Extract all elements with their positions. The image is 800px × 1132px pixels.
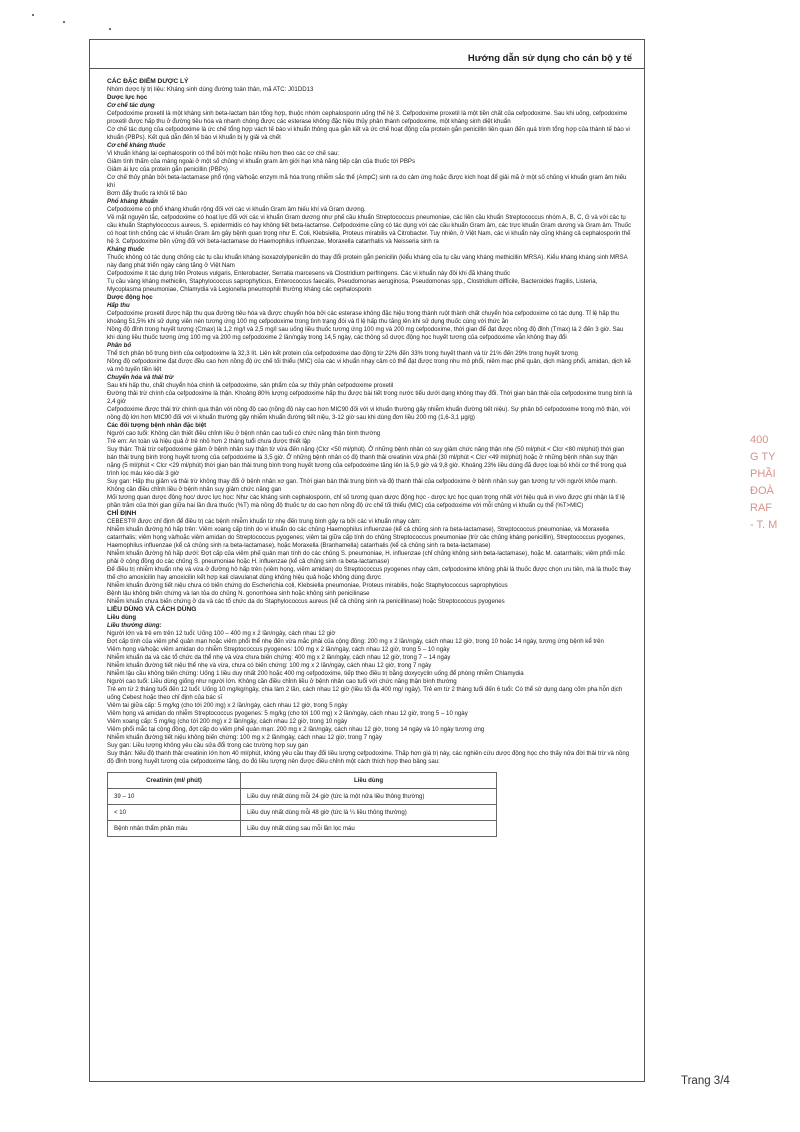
paragraph: Giảm tính thấm của màng ngoài ở một số chủng vi khuẩn gram âm giới hạn khả năng tiếp cận của thuốc tới PBPs <box>107 158 416 165</box>
paragraph: Đường thải trừ chính của cefpodoxime là thận. Khoảng 80% lượng cefpodoxime hấp thu được bài tiết trong nước tiểu dưới dạng không thay đổi. Thời gian bán thải của cefpodoxime trung bình là 2,4 giờ <box>107 390 632 405</box>
document-frame <box>89 39 645 1082</box>
subsection-heading: Liều thường dùng: <box>107 622 162 629</box>
paragraph: Nhiễm khuẩn đường hô hấp dưới: Đợt cấp của viêm phế quản mạn tính do các chủng S. pneumoniae, H. influenzae (chỉ chủng không sinh beta-lactamase), hoặc M. catarrhalis; viêm phổi mắc phải ở cộng đồng do các chủng S. pneumoniae hoặc H. influenzae (kể cả chủng sinh ra beta-lactamase) <box>107 550 625 565</box>
stamp-text: G TY <box>750 451 776 463</box>
paragraph: Tụ cầu vàng kháng methicilin, Staphylococcus saprophyticus, Enterococcus faecalis, Pseudomonas aeruginosa, Pseudomonas spp., Clostridium difficile, Bacteroides fragilis, Listeria, Mycoplasma pneumoniae, Chlamydia và Legionella pneumophili thường kháng các cephalosporin <box>107 278 598 293</box>
dosage-table <box>107 772 497 837</box>
paragraph: Người cao tuổi: Liều dùng giống như người lớn. Không cần điều chỉnh liều ở bệnh nhân cao tuổi với chức năng thận bình thường <box>107 678 457 685</box>
paragraph: Nồng độ đỉnh trong huyết tương (Cmax) là 1,2 mg/l và 2,5 mg/l sau uống liều thuốc tương ứng 100 mg và 200 mg cefpodoxime, thời gian để đạt được nồng độ đỉnh (Tmax) là 2 đến 3 giờ. Sau khi dùng liều thuốc tương ứng 100 mg và 200 mg cefpodoxime 2 lần/ngày trong 14,5 ngày, các thông số dược động học huyết tương của cefpodoxime vẫn không thay đổi <box>107 326 624 341</box>
section-heading: CHỈ ĐỊNH <box>107 510 137 517</box>
paragraph: Nồng độ cefpodoxime đạt được đều cao hơn nồng độ ức chế tối thiểu (MIC) của các vi khuẩn nhạy cảm có thể đạt được trong nhu mô phổi, niêm mạc phế quản, dịch màng phổi, amidan, dịch kẽ và mô tuyến tiền liệt <box>107 358 631 373</box>
paragraph: Cefpodoxime có phổ kháng khuẩn rộng đối với các vi khuẩn Gram âm hiếu khí và Gram dương. <box>107 206 366 213</box>
table-cell: Liều duy nhất dùng mỗi 24 giờ (tức là một nửa liều thông thường) <box>241 789 497 805</box>
header-title: Hướng dẫn sử dụng cho cán bộ y tế <box>467 53 632 64</box>
paragraph: Vi khuẩn kháng lại cephalosporin có thể bởi một hoặc nhiều hơn theo các cơ chế sau: <box>107 150 340 157</box>
stamp-text: 400 <box>750 434 769 446</box>
column-header: Creatinin (ml/ phút) <box>108 773 241 789</box>
stamp-text: - T. M <box>750 519 778 531</box>
paragraph: Suy thận: Nếu độ thanh thải creatinin lớn hơn 40 ml/phút, không yêu cầu thay đổi liều lượng cefpodoxime. Thấp hơn giá trị này, các nghiên cứu dược động học cho thấy nửa đời thải trừ và nồng độ đỉnh trong huyết tương của cefpodoxime tăng, do đó liều lượng nên được điều chỉnh một cách thích hợp theo bảng sau: <box>107 750 630 765</box>
paragraph: Bệnh lậu không biến chứng và lan tỏa do chủng N. gonorrhoea sinh hoặc không sinh penicilinase <box>107 590 370 597</box>
subsection-heading: Chuyển hóa và thải trừ <box>107 374 174 381</box>
table-row <box>108 789 497 805</box>
paragraph: Mối tương quan dược động học/ dược lực học: Như các kháng sinh cephalosporin, chỉ số tương quan dược động học - dược lực học quan trọng nhất với hiệu quả in vivo được ghi nhận là tỉ lệ phần trăm của thời gian giữa hai lần đưa thuốc (%T) mà nồng độ thuốc tự do cao hơn nồng độ ức chế tối thiểu (MIC) của cefpodoxime với mỗi chủng vi khuẩn cụ thể (%T>MIC) <box>107 494 625 509</box>
paragraph: Người cao tuổi: Không cần thiết điều chỉnh liều ở bệnh nhân cao tuổi có chức năng thận bình thường <box>107 430 381 437</box>
subsection-heading: Cơ chế kháng thuốc <box>107 142 166 149</box>
speck-mark <box>32 14 34 16</box>
stamp-text: RAF <box>750 502 772 514</box>
section-heading: CÁC ĐẶC ĐIỂM DƯỢC LÝ <box>107 78 189 85</box>
table-cell: Liều duy nhất dùng mỗi 48 giờ (tức là ¼ liều thông thường) <box>241 805 497 821</box>
paragraph: Nhóm dược lý trị liệu: Kháng sinh dùng đường toàn thân, mã ATC: J01DD13 <box>107 86 314 93</box>
column-header: Liều dùng <box>241 773 497 789</box>
table-cell: 39 – 10 <box>108 789 241 805</box>
paragraph: Thuốc không có tác dụng chống các tụ cầu khuẩn kháng isoxazolylpenicilin do thay đổi protein gắn penicilin (kiểu kháng của tụ cầu vàng kháng methicillin MRSA). Kiểu kháng kháng sinh MRSA này đang phát triển ngày càng tăng ở Việt Nam <box>107 254 628 269</box>
speck-mark <box>109 28 111 30</box>
paragraph: Trẻ em từ 2 tháng tuổi đến 12 tuổi: Uống 10 mg/kg/ngày, chia làm 2 lần, cách nhau 12 giờ (liều tối đa 400 mg/ ngày). Trẻ em từ 2 tháng tuổi đến 6 tuổi: Có thể sử dụng dạng cốm pha hỗn dịch uống Cebest hoặc theo chỉ định của bác sĩ <box>107 686 623 701</box>
table-cell: Bệnh nhân thẩm phân máu <box>108 821 241 837</box>
table-cell: Liều duy nhất dùng sau mỗi lần lọc máu <box>241 821 497 837</box>
paragraph: Nhiễm khuẩn da và các tổ chức da thể nhẹ và vừa chưa biến chứng: 400 mg x 2 lần/ngày, cách nhau 12 giờ, trong 7 – 14 ngày <box>107 654 451 661</box>
paragraph: Viêm xoang cấp: 5 mg/kg (cho tới 200 mg) x 2 lần/ngày, cách nhau 12 giờ, trong 10 ngày <box>107 718 348 725</box>
header-bar <box>90 52 644 69</box>
paragraph: Nhiễm khuẩn đường tiết niệu chưa có biến chứng do Escherichia coli, Klebsiella pneumoniae, Proteus mirabilis, hoặc Staphylococcus saprophyticus <box>107 582 508 589</box>
paragraph: Về mặt nguyên tắc, cefpodoxime có hoạt lực đối với các vi khuẩn Gram dương như phế cầu khuẩn Streptococcus pneumoniae, các liên cầu khuẩn Streptococcus nhóm A, B, C, G và với các tụ cầu khuẩn Staphylococcus aureus, S. epidermidis có hay không tiết beta-lactamse. Cefpodoxime cũng có tác dụng với các cầu khuẩn Gram âm, các trực khuẩn Gram dương và Gram âm. Thuốc có hoạt tính chống các vi khuẩn Gram âm gây bệnh quan trọng như E. Coli, Klebsiella, Proteus mirabilis và Citrobacter. Tuy nhiên, ở Việt Nam, các vi khuẩn này cũng kháng cả cephalosporin thế hệ 3. Cefpodoxime bền vững đối với beta-lactamase do Haemophilus influenzae, Moraxella catarrhalis và Neisseria sinh ra <box>107 214 632 245</box>
stamp-text: ĐOÀ <box>750 485 774 497</box>
paragraph: Thể tích phân bố trung bình của cefpodoxime là 32,3 lít. Liên kết protein của cefpodoxime dao động từ 22% đến 33% trong huyết thanh và từ 21% đến 29% trong huyết tương <box>107 350 578 357</box>
paragraph: Cefpodoxime proxetil được hấp thu qua đường tiêu hóa và được chuyển hóa bởi các esterase không đặc hiệu trong thành ruột thành chất chuyển hóa cefpodoxime có tác dụng. Tỉ lệ hấp thu khoảng 51,5% khi sử dụng viên nén tương ứng 100 mg cefpodoxime trong tình trạng đói và tỉ lệ hấp thu tăng lên khi sử dụng thuốc cùng với thức ăn <box>107 310 620 325</box>
paragraph: Trẻ em: An toàn và hiệu quả ở trẻ nhỏ hơn 2 tháng tuổi chưa được thiết lập <box>107 438 311 445</box>
paragraph: Giảm ái lực của protein gắn penicillin (PBPs) <box>107 166 228 173</box>
section-heading: Liều dùng <box>107 614 137 621</box>
paragraph: CEBEST® được chỉ định để điều trị các bệnh nhiễm khuẩn từ nhẹ đến trung bình gây ra bởi các vi khuẩn nhạy cảm: <box>107 518 421 525</box>
subsection-heading: Hấp thu <box>107 302 130 309</box>
paragraph: Cefpodoxime proxetil là một kháng sinh beta-lactam bán tổng hợp, thuộc nhóm cephalosporin uống thế hệ 3. Cefpodoxime proxetil là một tiền chất của cefpodoxime. Sau khi uống, cefpodoxime proxetil được hấp thu ở đường tiêu hóa và nhanh chóng được các esterase không đặc hiệu thủy phân thành cefpodoxime, một kháng sinh diệt khuẩn <box>107 110 628 125</box>
paragraph: Cefpodoxime được thải trừ chính qua thận với nồng độ cao (nồng độ này cao hơn MIC90 đối với vi khuẩn thường gây nhiễm khuẩn đường tiết niệu). Sự phân bố cefpodoxime trong mô thận, với nồng độ lớn hơn MIC90 đối với vi khuẩn thường gây nhiễm khuẩn đường tiết niệu, 3-12 giờ sau khi dùng đơn liều 200 mg (1,6-3,1 μg/g) <box>107 406 630 421</box>
paragraph: Bơm đẩy thuốc ra khỏi tế bào <box>107 190 187 197</box>
paragraph: Để điều trị nhiễm khuẩn nhẹ và vừa ở đường hô hấp trên (viêm họng, viêm amidan) do Streptococcus pyogenes nhạy cảm, cefpodoxime không phải là thuốc được chọn ưu tiên, mà là thuốc thay thế cho amoxicilin hay amoxicilin kết hợp kali clavulanat dùng không hiệu quả hoặc không dùng được <box>107 566 631 581</box>
subsection-heading: Phổ kháng khuẩn <box>107 198 158 205</box>
subsection-heading: Phân bố <box>107 342 132 349</box>
paragraph: Đợt cấp tính của viêm phế quản mạn hoặc viêm phổi thể nhẹ đến vừa mắc phải của cộng đồng: 200 mg x 2 lần/ngày, cách nhau 12 giờ, trong 10 hoặc 14 ngày, tương ứng bệnh kể trên <box>107 638 604 645</box>
paragraph: Nhiễm khuẩn đường hô hấp trên: Viêm xoang cấp tính do vi khuẩn do các chủng Haemophilus influenzae (kể cả chủng sinh ra beta-lactamase), Streptococcus pneumoniae, và Moraxella catarrhalis; viêm họng và/hoặc viêm amidan do Streptococcus pyogenes; viêm tai giữa cấp tính do chủng Streptococcus pneumoniae (trừ các chủng kháng penicillin), Streptococcus pyogenes, Haemophilus influenzae (kể cả chủng sinh ra beta-lactamase), hoặc Moraxella (Branhamella) catarrhalis (kể cả chủng sinh ra beta-lactamase) <box>107 526 625 549</box>
paragraph: Nhiễm lậu cầu không biến chứng: Uống 1 liều duy nhất 200 hoặc 400 mg cefpodoxime, tiếp theo điều trị bằng doxycyclin uống để phòng nhiễm Chlamydia <box>107 670 524 677</box>
table-row <box>108 805 497 821</box>
paragraph: Viêm họng và/hoặc viêm amidan do nhiễm Streptococcus pyogenes: 100 mg x 2 lần/ngày, cách nhau 12 giờ, trong 5 – 10 ngày <box>107 646 450 653</box>
section-heading: Dược lực học <box>107 94 148 101</box>
company-stamp <box>750 432 800 572</box>
paragraph: Cơ chế tác dụng của cefpodoxime là ức chế tổng hợp vách tế bào vi khuẩn thông qua gắn kết và ức chế hoạt động của protein gắn penicillin liên quan đến quá trình tổng hợp của thành tế bào vi khuẩn (PBPs). Kết quả dẫn đến tế bào vi khuẩn bị ly giải và chết <box>107 126 630 141</box>
paragraph: Người lớn và trẻ em trên 12 tuổi: Uống 100 – 400 mg x 2 lần/ngày, cách nhau 12 giờ <box>107 630 336 637</box>
table-cell: < 10 <box>108 805 241 821</box>
paragraph: Nhiễm khuẩn đường tiết niệu không biến chứng: 100 mg x 2 lần/ngày, cách nhau 12 giờ, trong 7 ngày <box>107 734 382 741</box>
paragraph: Cơ chế thủy phân bởi beta-lactamase phổ rộng và/hoặc enzym mã hóa trong nhiễm sắc thể (AmpC) sinh ra do cảm ứng hoặc được kích hoạt để giải mã ở một số chủng vi khuẩn gram âm hiếu khí <box>107 174 627 189</box>
subsection-heading: Kháng thuốc <box>107 246 145 253</box>
table-row <box>108 821 497 837</box>
paragraph: Viêm họng và amidan do nhiễm Streptococcus pyogenes: 5 mg/kg (cho tới 100 mg) x 2 lần/ngày, cách nhau 12 giờ, trong 5 – 10 ngày <box>107 710 468 717</box>
paragraph: Nhiễm khuẩn đường tiết niệu thể nhẹ và vừa, chưa có biến chứng: 100 mg x 2 lần/ngày, cách nhau 12 giờ, trong 7 ngày <box>107 662 432 669</box>
section-heading: Các đối tượng bệnh nhân đặc biệt <box>107 422 207 429</box>
paragraph: Cefpodoxime ít tác dụng trên Proteus vulgaris, Enterobacter, Serratia marcesens và Clostridium perfringens. Các vi khuẩn này đôi khi đã kháng thuốc <box>107 270 511 277</box>
table-header-row <box>108 773 497 789</box>
stamp-text: PHẦI <box>750 468 776 480</box>
paragraph: Suy thận: Thải trừ cefpodoxime giảm ở bệnh nhân suy thận từ vừa đến nặng (Clcr <50 ml/phút). Ở những bệnh nhân có suy giảm chức năng thận nhẹ (50 ml/phút < Clcr <80 ml/phút) thời gian bán thải trung bình trong huyết tương của cefpodoxime là 3,5 giờ. Ở những bệnh nhân có độ thanh thải creatinin vừa phải (30 ml/phút < Clcr <49 ml/phút) hoặc ở những bệnh nhân suy thận nặng (5 ml/phút < Clcr <29 ml/phút) thời gian bán thải trung bình trong huyết tương của cefpodoxime tăng lên là 5,9 giờ và 9,8 giờ. Khoảng 23% liều dùng đã được loại bỏ khỏi cơ thể trong quá trình lọc máu kéo dài 3 giờ <box>107 446 627 477</box>
section-heading: Dược động học <box>107 294 153 301</box>
paragraph: Suy gan: Hấp thu giảm và thải trừ không thay đổi ở bệnh nhân xơ gan. Thời gian bán thải trung bình và độ thanh thải của cefpodoxime ở bệnh nhân suy gan tương tự với người khỏe mạnh. Không cần điều chỉnh liều ở bệnh nhân suy giảm chức năng gan <box>107 478 617 493</box>
paragraph: Sau khi hấp thu, chất chuyển hóa chính là cefpodoxime, sản phẩm của sự thủy phân cefpodoxime proxetil <box>107 382 394 389</box>
document-content <box>107 78 632 837</box>
page-number: Trang 3/4 <box>681 1075 730 1087</box>
paragraph: Suy gan: Liều lượng không yêu cầu sửa đổi trong các trường hợp suy gan <box>107 742 309 749</box>
paragraph: Viêm phổi mắc tại cộng đồng, đợt cấp do viêm phế quản mạn: 200 mg x 2 lần/ngày, cách nhau 12 giờ, trong 14 ngày và 10 ngày tương ứng <box>107 726 485 733</box>
paragraph: Nhiễm khuẩn chưa biến chứng ở da và các tổ chức da do Staphylococcus aureus (kể cả chủng sinh ra penicillinase) hoặc Streptococcus pyogenes <box>107 598 505 605</box>
subsection-heading: Cơ chế tác dụng <box>107 102 155 109</box>
paragraph: Viêm tai giữa cấp: 5 mg/kg (cho tới 200 mg) x 2 lần/ngày, cách nhau 12 giờ, trong 5 ngày <box>107 702 348 709</box>
section-heading: LIỀU DÙNG VÀ CÁCH DÙNG <box>107 606 197 613</box>
speck-mark <box>63 21 65 23</box>
